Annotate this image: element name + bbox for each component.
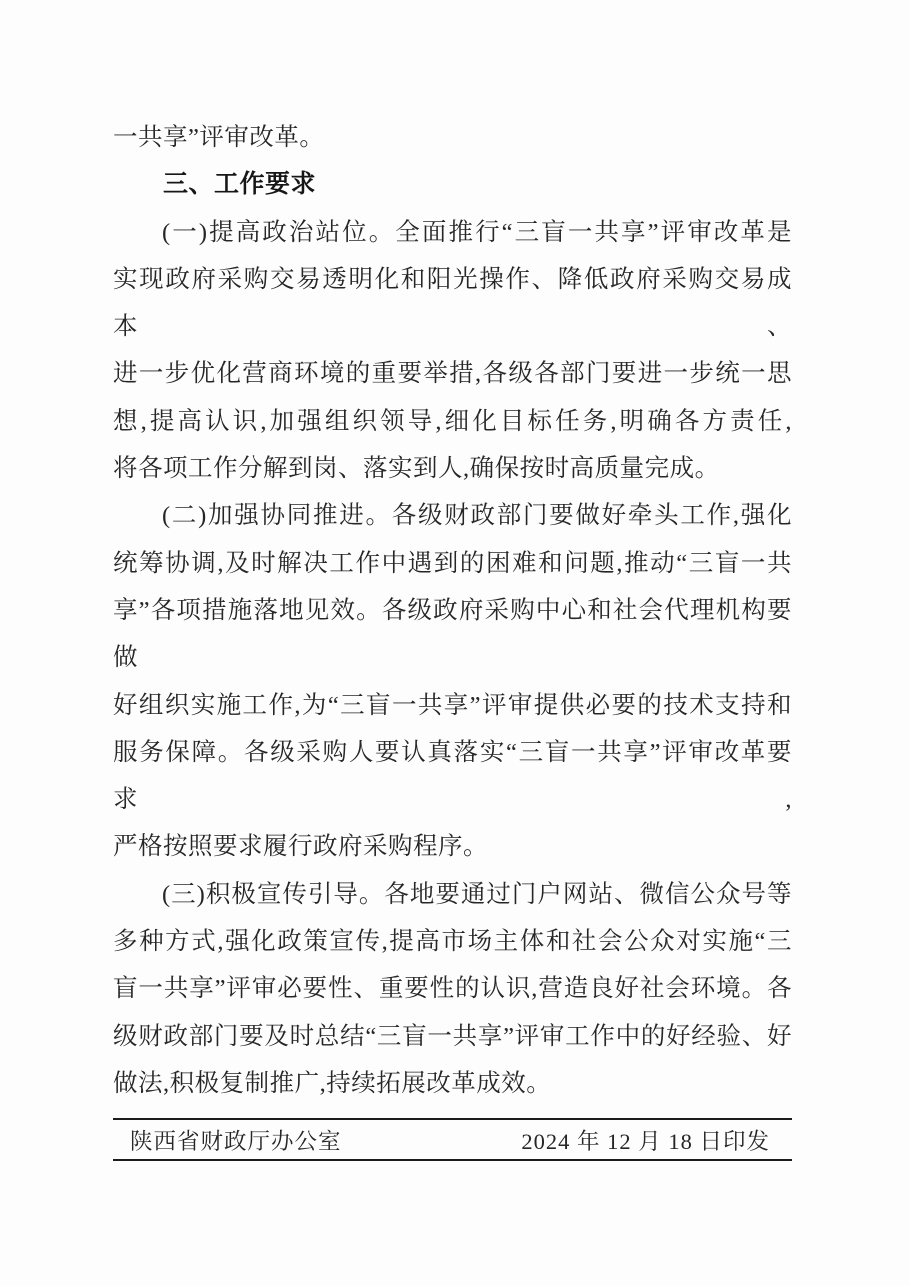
body-line: 将各项工作分解到岗、落实到人,确保按时高质量完成。	[113, 455, 720, 483]
body-line: 服务保障。各级采购人要认真落实“三盲一共享”评审改革要求,	[113, 738, 792, 814]
body-line: 进一步优化营商环境的重要举措,各级各部门要进一步统一思	[113, 360, 792, 388]
body-line: 多种方式,强化政策宣传,提高市场主体和社会公众对实施“三	[113, 928, 792, 956]
body-line: (一)提高政治站位。全面推行“三盲一共享”评审改革是	[162, 218, 792, 246]
body-line: 盲一共享”评审必要性、重要性的认识,营造良好社会环境。各	[113, 975, 792, 1003]
body-line: 好组织实施工作,为“三盲一共享”评审提供必要的技术支持和	[113, 691, 792, 719]
body-line: 严格按照要求履行政府采购程序。	[113, 833, 488, 861]
issuing-office: 陕西省财政厅办公室	[130, 1128, 342, 1154]
body-line: 做法,积极复制推广,持续拓展改革成效。	[113, 1069, 552, 1097]
body-line-continuation: 一共享”评审改革。	[113, 124, 325, 151]
document-body	[113, 114, 792, 1107]
body-line: 统筹协调,及时解决工作中遇到的困难和问题,推动“三盲一共	[113, 549, 792, 577]
body-line: 想,提高认识,加强组织领导,细化目标任务,明确各方责任,	[113, 407, 792, 435]
body-line: 享”各项措施落地见效。各级政府采购中心和社会代理机构要做	[113, 596, 792, 672]
body-line: 实现政府采购交易透明化和阳光操作、降低政府采购交易成本、	[113, 265, 792, 341]
body-line: (二)加强协同推进。各级财政部门要做好牵头工作,强化	[162, 502, 792, 530]
body-line: (三)积极宣传引导。各地要通过门户网站、微信公众号等	[162, 880, 792, 908]
print-date: 2024 年 12 月 18 日印发	[521, 1128, 770, 1154]
body-line: 级财政部门要及时总结“三盲一共享”评审工作中的好经验、好	[113, 1022, 792, 1050]
document-footer	[113, 1118, 792, 1161]
section-heading: 三、工作要求	[163, 170, 317, 199]
